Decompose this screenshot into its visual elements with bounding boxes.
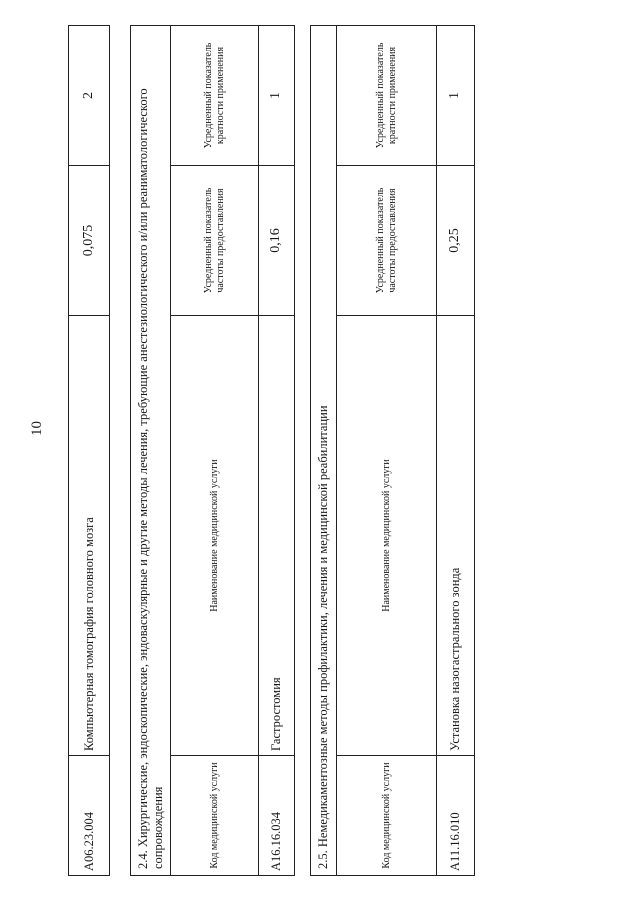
service-name: Компьютерная томография головного мозга bbox=[69, 316, 110, 756]
service-name: Гастростомия bbox=[259, 316, 295, 756]
header-code: Код медицинской услуги bbox=[171, 756, 259, 876]
header-multiplicity: Усредненный показатель кратности применения bbox=[171, 26, 259, 166]
frequency-value: 0,16 bbox=[259, 166, 295, 316]
table-row bbox=[259, 26, 295, 876]
header-frequency: Усредненный показатель частоты предоставления bbox=[171, 166, 259, 316]
section-title-row bbox=[131, 26, 171, 876]
section-title: 2.4. Хирургические, эндоскопические, эндоваскулярные и другие методы лечения, требующие анестезиологического и/или реаниматологического сопровождения bbox=[131, 26, 171, 876]
service-code: A11.16.010 bbox=[437, 756, 475, 876]
header-code: Код медицинской услуги bbox=[337, 756, 437, 876]
table-row bbox=[437, 25, 475, 875]
multiplicity-value: 1 bbox=[259, 26, 295, 166]
frequency-value: 0,25 bbox=[437, 166, 475, 316]
service-name: Установка назогастрального зонда bbox=[437, 316, 475, 756]
table-section-2-4 bbox=[130, 25, 295, 876]
page-number: 10 bbox=[29, 421, 45, 436]
header-name: Наименование медицинской услуги bbox=[171, 316, 259, 756]
rotated-content bbox=[68, 26, 598, 876]
header-multiplicity: Усредненный показатель кратности применения bbox=[337, 25, 437, 165]
section-title-row bbox=[311, 25, 337, 875]
multiplicity-value: 1 bbox=[437, 25, 475, 165]
service-code: A16.16.034 bbox=[259, 756, 295, 876]
table-row bbox=[69, 26, 110, 876]
header-name: Наименование медицинской услуги bbox=[337, 316, 437, 756]
section-title: 2.5. Немедикаментозные методы профилактики, лечения и медицинской реабилитации bbox=[311, 25, 337, 875]
multiplicity-value: 2 bbox=[69, 26, 110, 166]
header-row bbox=[171, 26, 259, 876]
header-frequency: Усредненный показатель частоты предоставления bbox=[337, 166, 437, 316]
frequency-value: 0,075 bbox=[69, 166, 110, 316]
header-row bbox=[337, 25, 437, 875]
table-ct-service bbox=[68, 25, 110, 876]
table-section-2-5 bbox=[310, 25, 475, 876]
service-code: A06.23.004 bbox=[69, 756, 110, 876]
